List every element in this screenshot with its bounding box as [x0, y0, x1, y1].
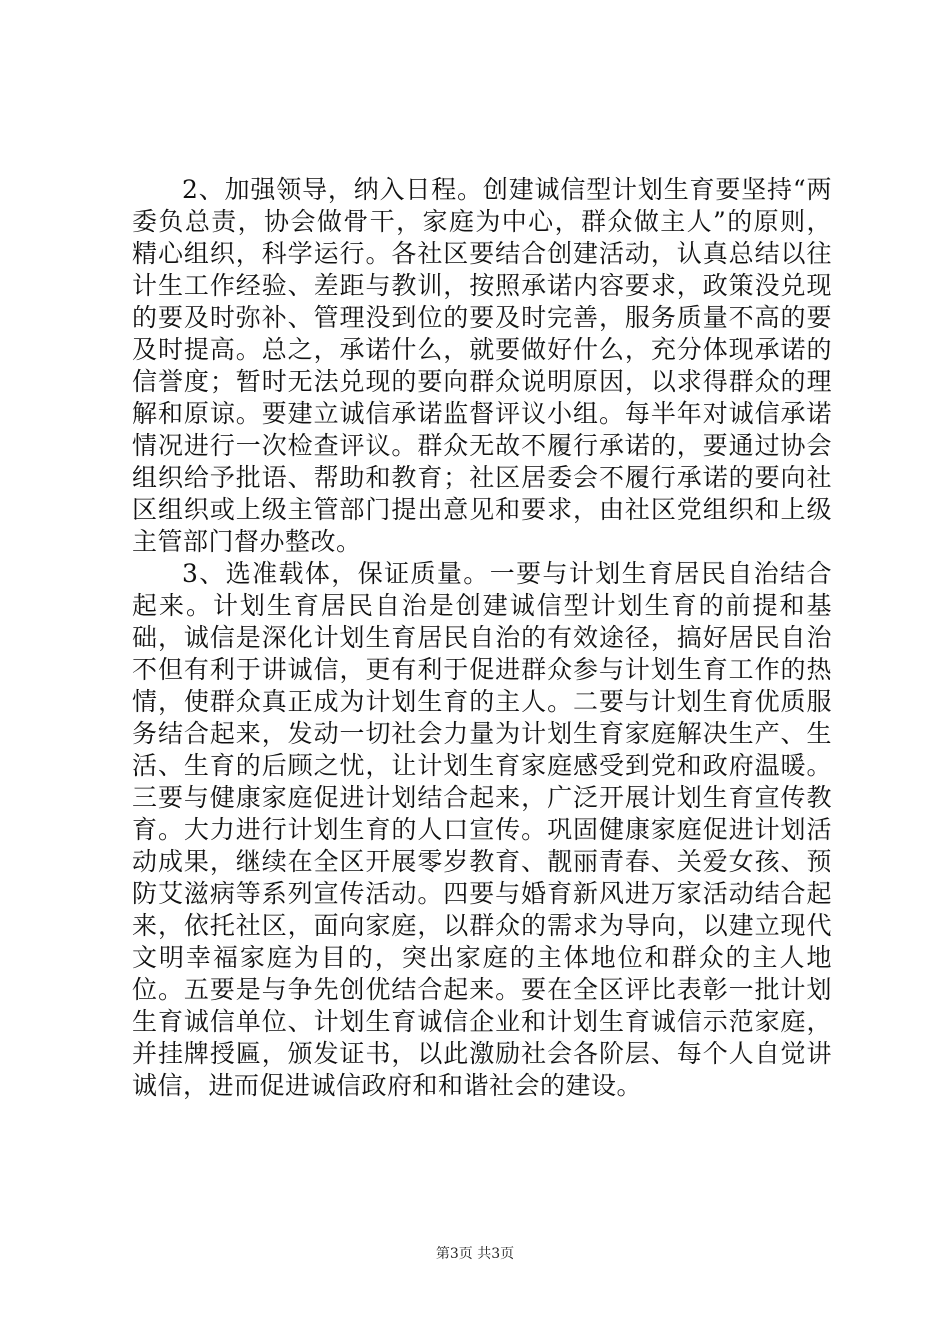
- page-number-footer: 第3页 共3页: [435, 1246, 515, 1262]
- document-body: [132, 174, 832, 1102]
- paragraph-leadership: 2、加强领导，纳入日程。创建诚信型计划生育要坚持“两委负总责，协会做骨干，家庭为中心，群众做主人”的原则，精心组织，科学运行。各社区要结合创建活动，认真总结以往计生工作经验、差距与教训，按照承诺内容要求，政策没兑现的要及时弥补、管理没到位的要及时完善，服务质量不高的要及时提高。总之，承诺什么，就要做好什么，充分体现承诺的信誉度；暂时无法兑现的要向群众说明原因，以求得群众的理解和原谅。要建立诚信承诺监督评议小组。每半年对诚信承诺情况进行一次检查评议。群众无故不履行承诺的，要通过协会组织给予批语、帮助和教育；社区居委会不履行承诺的要向社区组织或上级主管部门提出意见和要求，由社区党组织和上级主管部门督办整改。: [132, 175, 832, 556]
- paragraph-carrier: 3、选准载体，保证质量。一要与计划生育居民自治结合起来。计划生育居民自治是创建诚信型计划生育的前提和基础，诚信是深化计划生育居民自治的有效途径，搞好居民自治不但有利于讲诚信，更有利于促进群众参与计划生育工作的热情，使群众真正成为计划生育的主人。二要与计划生育优质服务结合起来，发动一切社会力量为计划生育家庭解决生产、生活、生育的后顾之忧，让计划生育家庭感受到党和政府温暖。三要与健康家庭促进计划结合起来，广泛开展计划生育宣传教育。大力进行计划生育的人口宣传。巩固健康家庭促进计划活动成果，继续在全区开展零岁教育、靓丽青春、关爱女孩、预防艾滋病等系列宣传活动。四要与婚育新风进万家活动结合起来，依托社区，面向家庭，以群众的需求为导向，以建立现代文明幸福家庭为目的，突出家庭的主体地位和群众的主人地位。五要是与争先创优结合起来。要在全区评比表彰一批计划生育诚信单位、计划生育诚信企业和计划生育诚信示范家庭，并挂牌授匾，颁发证书，以此激励社会各阶层、每个人自觉讲诚信，进而促进诚信政府和和谐社会的建设。: [132, 559, 832, 1100]
